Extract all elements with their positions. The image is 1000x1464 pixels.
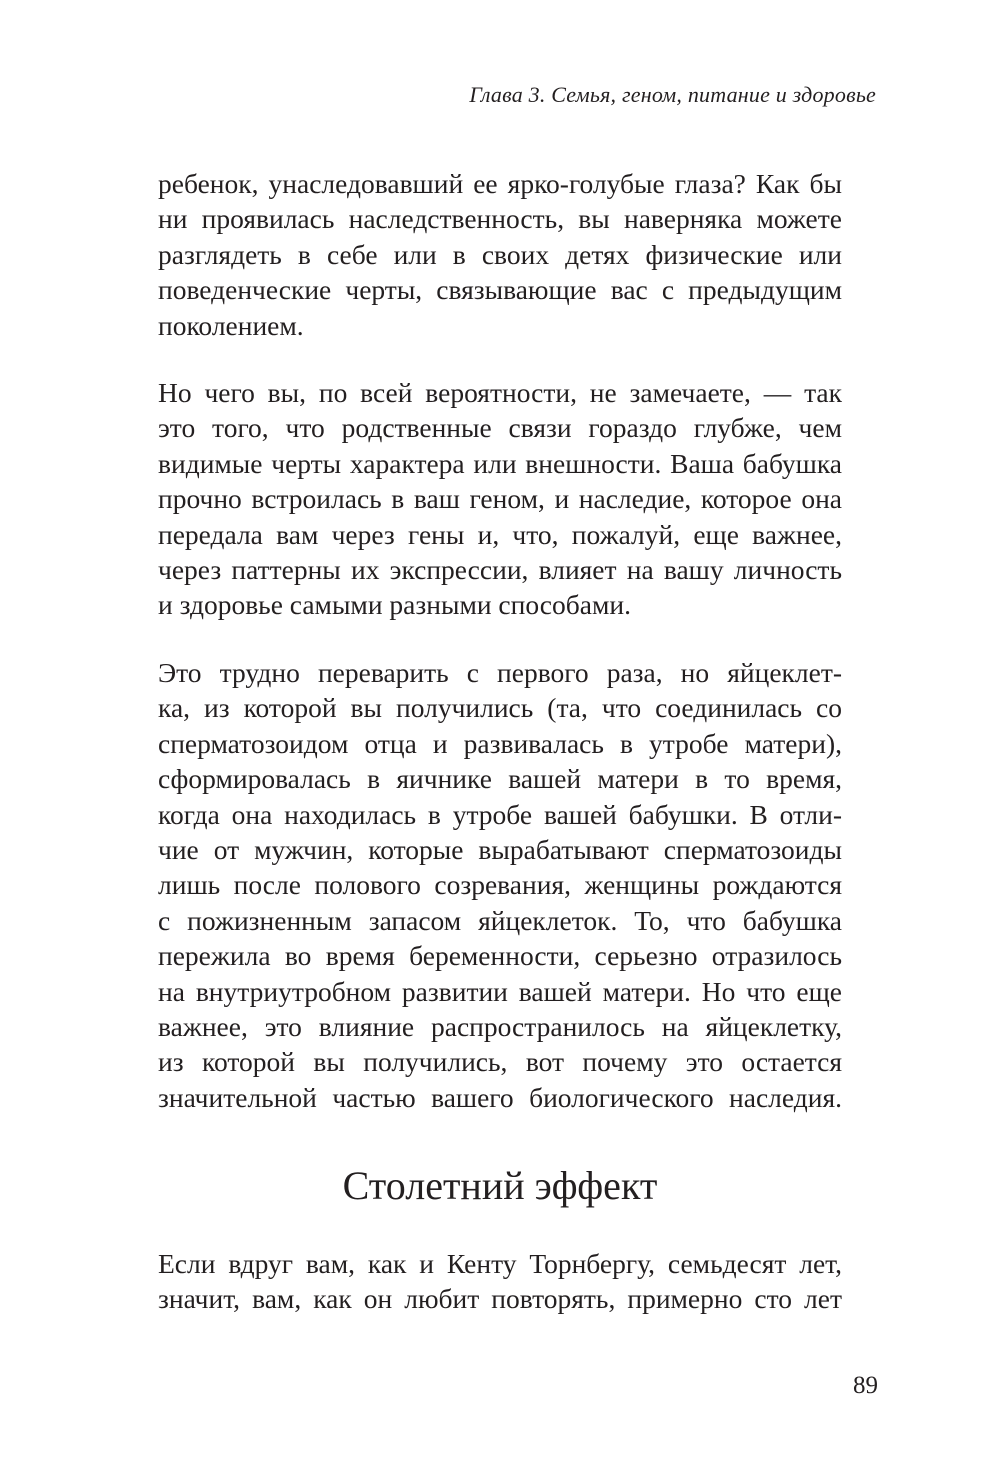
- text-line: через паттерны их экспрессии, влияет на вашу личность: [158, 554, 842, 586]
- text-line: передала вам через гены и, что, пожалуй, еще важнее,: [158, 518, 842, 550]
- text-line: из которой вы получились, вот почему это остается: [158, 1046, 842, 1078]
- text-line: пережила во время беременности, серьезно отразилось: [158, 940, 842, 972]
- text-line: поколением.: [158, 309, 304, 341]
- paragraph-2: [158, 375, 842, 623]
- text-line: ни проявилась наследственность, вы наверняка можете: [158, 203, 842, 235]
- paragraph-1: [158, 166, 842, 343]
- text-line: и здоровье самыми разными способами.: [158, 589, 631, 621]
- text-line: значительной частью вашего биологического наследия.: [158, 1081, 842, 1113]
- section-heading: Столетний эффект: [342, 1163, 658, 1208]
- paragraph-4: [158, 1246, 842, 1317]
- text-line: с пожизненным запасом яйцеклеток. То, что бабушка: [158, 904, 842, 936]
- text-line: разглядеть в себе или в своих детях физические или: [158, 238, 842, 270]
- text-line: важнее, это влияние распространилось на яйцеклетку,: [158, 1011, 842, 1043]
- text-line: чие от мужчин, которые вырабатывают сперматозоиды: [158, 834, 842, 866]
- text-line: Это трудно переварить с первого раза, но яйцеклет-: [158, 657, 842, 688]
- text-line: сформировалась в яичнике вашей матери в то время,: [158, 763, 842, 795]
- text-line: ка, из которой вы получились (та, что соединилась со: [158, 692, 842, 724]
- running-header: Глава 3. Семья, геном, питание и здоровье: [469, 82, 876, 107]
- text-line: сперматозоидом отца и развивалась в утробе матери),: [158, 727, 842, 759]
- text-line: ребенок, унаследовавший ее ярко-голубые глаза? Как бы: [158, 168, 842, 199]
- text-line: это того, что родственные связи гораздо глубже, чем: [158, 412, 842, 444]
- page-number: 89: [853, 1372, 878, 1399]
- text-line: Но чего вы, по всей вероятности, не замечаете, — так: [158, 377, 842, 408]
- text-line: когда она находилась в утробе вашей бабушки. В отли-: [158, 798, 842, 830]
- text-line: поведенческие черты, связывающие вас с предыдущим: [158, 274, 842, 306]
- text-line: значит, вам, как он любит повторять, примерно сто лет: [158, 1283, 842, 1315]
- text-line: лишь после полового созревания, женщины рождаются: [158, 869, 842, 901]
- text-line: видимые черты характера или внешности. Ваша бабушка: [158, 447, 842, 479]
- paragraph-3: [158, 655, 842, 1115]
- text-line: на внутриутробном развитии вашей матери. Но что еще: [158, 975, 842, 1007]
- text-line: прочно встроилась в ваш геном, и наследие, которое она: [158, 483, 842, 515]
- text-line: Если вдруг вам, как и Кенту Торнбергу, семьдесят лет,: [158, 1248, 842, 1279]
